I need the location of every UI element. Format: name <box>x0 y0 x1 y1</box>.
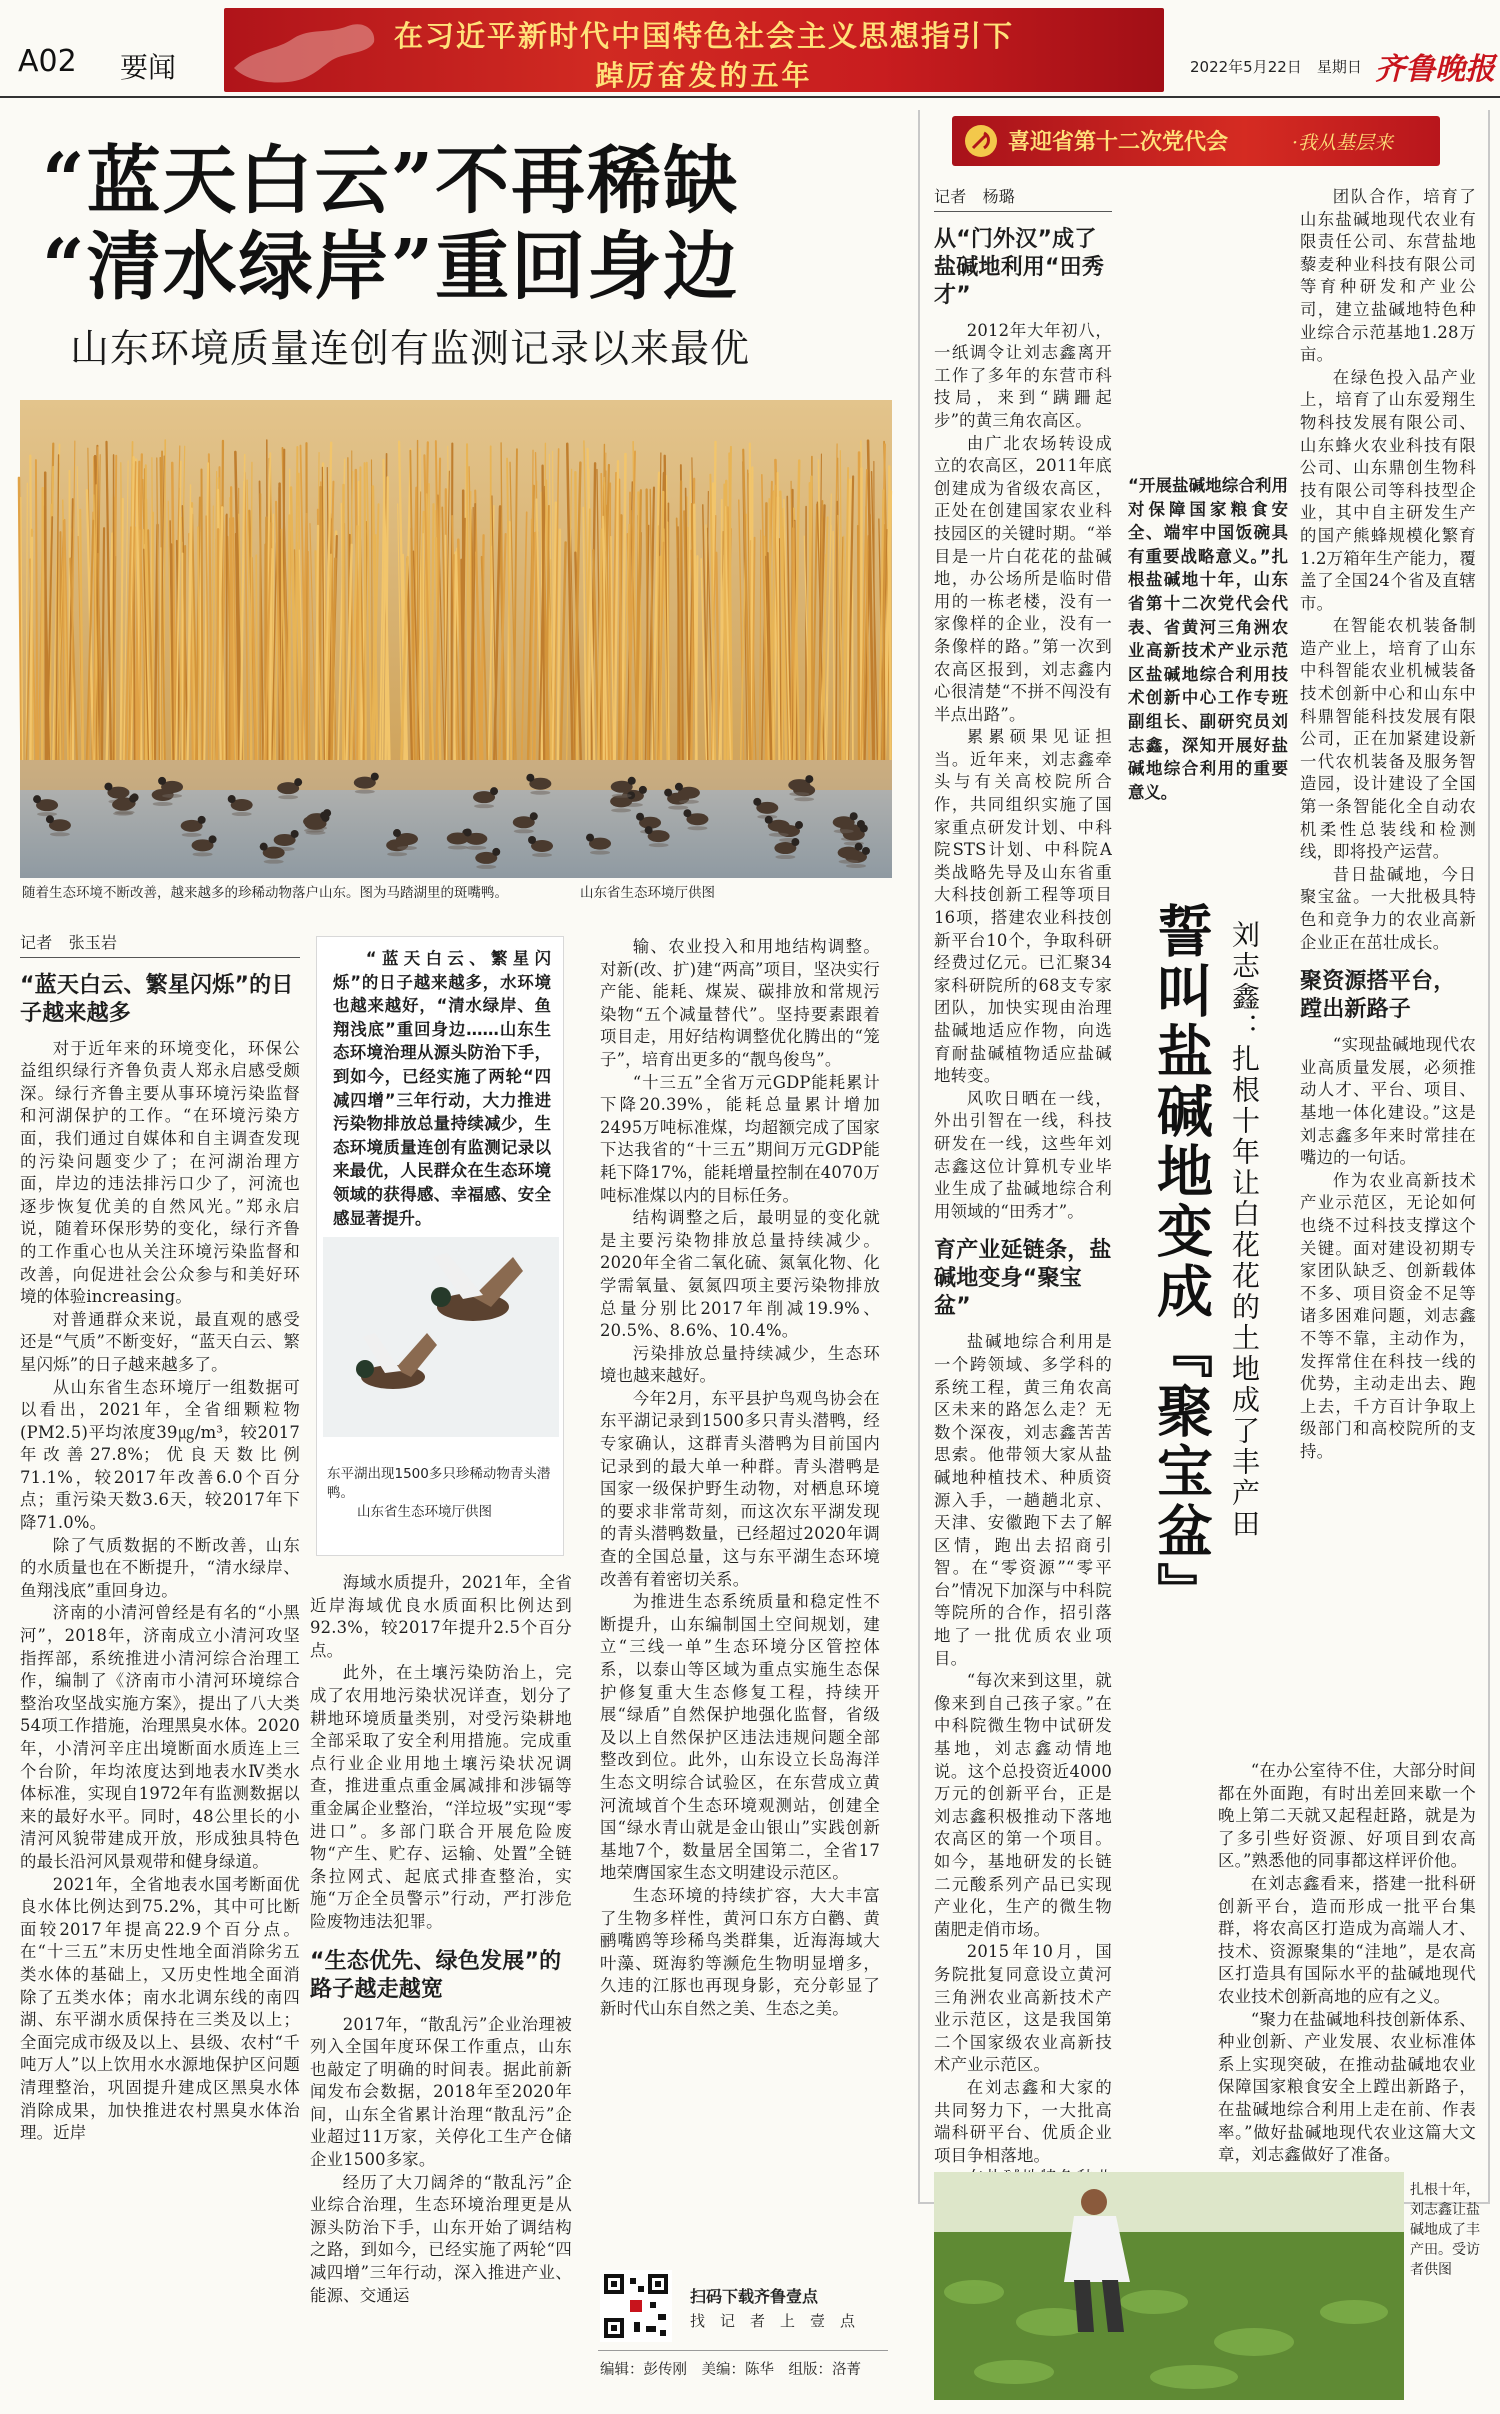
headline-line-1: “蓝天白云”不再稀缺 <box>42 138 740 224</box>
reed-stem <box>42 488 43 772</box>
paragraph: 海域水质提升，2021年，全省近岸海域优良水质面积比例达到92.3%，较2017年提升2.5个百分点。 <box>310 1573 572 1660</box>
lead-column-3 <box>600 936 880 2232</box>
reed-lake-image <box>20 400 892 878</box>
subhead: 山东环境质量连创有监测记录以来最优 <box>70 327 751 372</box>
paragraph: 2021年，全省地表水国考断面优良水体比例达到75.2%，其中可比断面较2017年提高22.9个百分点。在“十三五”末历史性地全面消除劣五类水体的基础上，又历史性地全面消除了五类水体；南水北调东线的南四湖、东平湖水质保持在三类及以上；全面完成市级及以上、县级、农村“千吨万人”以上饮用水水源地保护区问题清理整治，巩固提升建成区黑臭水体消除成果，加快推进农村黑臭水体治理。近岸 <box>20 1874 300 2143</box>
party-emblem-icon <box>964 124 998 158</box>
masthead-rule <box>0 96 1500 98</box>
feature-byline: 记者 杨璐 <box>934 186 1112 212</box>
shandong-map-icon <box>224 8 384 92</box>
paragraph: “在办公室待不住，大部分时间都在外面跑，有时出差回来歇一个晚上第二天就又起程赶路，就是为了多引些好资源、好项目到农高区。”熟悉他的同事都这样评价他。 <box>1218 1761 1476 1871</box>
section-name: 要闻 <box>120 51 177 84</box>
paragraph: 经历了大刀阔斧的“散乱污”企业综合治理，生态环境治理更是从源头防治下手，山东开始了调结构之路，到如今，已经实施了两轮“四减四增”三年行动，深入推进产业、能源、交通运 <box>310 2172 572 2305</box>
feature-column-b <box>1300 186 1476 1746</box>
summary-box <box>316 936 564 1556</box>
banner-line-2: 踔厉奋发的五年 <box>595 59 813 92</box>
feature-subhead-vertical: 刘志鑫：扎根十年让白花花的土地成了丰产田 <box>1228 920 1261 1540</box>
field-photo <box>934 2172 1404 2400</box>
paragraph: 生态环境的持续扩容，大大丰富了生物多样性，黄河口东方白鹳、黄鹂嘴鸥等珍稀鸟类群集，近海海域大叶藻、斑海豹等濒危生物明显增多，久违的江豚也再现身影，充分彰显了新时代山东自然之美、生态之美。 <box>600 1885 880 2018</box>
reed-stem <box>423 534 424 772</box>
paragraph: 此外，在土壤污染防治上，完成了农用地污染状况详查，划分了耕地环境质量类别，对受污染耕地全部采取了安全利用措施。完成重点行业企业用地土壤污染状况调查，推进重点重金属减排和涉镉等重金属企业整治，“洋垃圾”实现“零进口”。多部门联合开展危险废物“产生、贮存、运输、处置”全链条拉网式、起底式排查整治，实施“万企全员警示”行动，严打涉危险废物违法犯罪。 <box>310 1663 572 1931</box>
paragraph: 团队合作，培育了山东盐碱地现代农业有限责任公司、东营盐地藜麦种业科技有限公司等育种研发和产业公司，建立盐碱地特色种业综合示范基地1.28万亩。 <box>1300 187 1476 365</box>
qr-download-text: 扫码下载齐鲁壹点 <box>690 2287 819 2306</box>
reed-stem <box>217 529 218 772</box>
summary-text: “蓝天白云、繁星闪烁”的日子越来越多，水环境也越来越好，“清水绿岸、鱼翔浅底”重回身边……山东生态环境治理从源头防治下手，到如今，已经实施了两轮“四减四增”三年行动，大力推进污染物排放总量持续减少，生态环境质量连创有监测记录以来最优，人民群众在生态环境领域的获得感、幸福感、安全感显著提升。 <box>333 949 551 1228</box>
footer-rule <box>598 2350 888 2351</box>
issue-date <box>1190 56 1362 77</box>
main-photo <box>20 400 892 878</box>
date-text: 2022年5月22日 <box>1190 58 1302 76</box>
reed-stem <box>454 552 455 772</box>
field-photo-caption: 扎根十年，刘志鑫让盐碱地成了丰产田。受访者供图 <box>1410 2182 1480 2278</box>
paragraph: 结构调整之后，最明显的变化就是主要污染物排放总量持续减少。2020年全省二氧化硫、氮氧化物、化学需氧量、氨氮四项主要污染物排放总量分别比2017年削减19.9%、20.5%、8.6%、10.4%。 <box>600 1208 880 1341</box>
section-title-platform: 聚资源搭平台，蹚出新路子 <box>1300 969 1456 1023</box>
paragraph: “实现盐碱地现代农业高质量发展，必须推动人才、平台、项目、基地一体化建设。”这是刘志鑫多年来时常挂在嘴边的一句话。 <box>1300 1035 1476 1168</box>
feature-column-a <box>934 186 1112 2176</box>
paragraph: 对于近年来的环境变化，环保公益组织绿行齐鲁负责人郑永启感受颇深。绿行齐鲁主要从事环境污染监督和河湖保护的工作。“在环境污染方面，我们通过自媒体和自主调查发现的污染问题变少了；在河湖治理方面，岸边的违法排污口少了，河流也逐步恢复优美的自然风光。”郑永启说，随着环保形势的变化，绿行齐鲁的工作重心也从关注环境污染监督和改善，向促进社会公众参与和美好环境的体验increasing。 <box>20 1038 300 1307</box>
paragraph: “十三五”全省万元GDP能耗累计下降20.39%，能耗总量累计增加2495万吨标准煤，均超额完成了国家下达我省的“十三五”期间万元GDP能耗下降17%，能耗增量控制在4070万吨标准煤以内的目标任务。 <box>600 1072 880 1205</box>
reed-stem <box>201 470 202 772</box>
duck-photo-credit: 山东省生态环境厅供图 <box>357 1504 492 1520</box>
feature-column-c <box>1218 1760 1476 2165</box>
lead-byline: 记者 张玉岩 <box>20 932 300 958</box>
masthead <box>0 0 1500 98</box>
paragraph: 污染排放总量持续减少，生态环境也越来越好。 <box>600 1343 880 1386</box>
reed-stem <box>306 443 307 772</box>
paragraph: 在智能农机装备制造产业上，培育了山东中科智能农业机械装备技术创新中心和山东中科鼎智能科技发展有限公司，正在加紧建设新一代农机装备及服务智造园，设计建设了全国第一条智能化全自动农机柔性总装线和检测线，即将投产运营。 <box>1300 616 1476 862</box>
reed-stem <box>365 463 366 772</box>
feature-intro-text: “开展盐碱地综合利用对保障国家粮食安全、端牢中国饭碗具有重要战略意义。”扎根盐碱地十年，山东省第十二次党代会代表、省黄河三角洲农业高新技术产业示范区盐碱地综合利用技术创新中心工作专班副组长、副研究员刘志鑫，深知开展好盐碱地综合利用的重要意义。 <box>1128 476 1288 802</box>
paragraph: 2017年，“散乱污”企业治理被列入全国年度环保工作重点，山东也敲定了明确的时间表。据此前新闻发布会数据，2018年至2020年间，山东全省累计治理“散乱污”企业超过11万家，关停化工生产仓储企业1500多家。 <box>310 2014 572 2170</box>
paragraph: 累累硕果见证担当。近年来，刘志鑫牵头与有关高校院所合作，共同组织实施了国家重点研发计划、中科院STS计划、中科院A类战略先导及山东省重大科技创新工程等项目16项，搭建农业科技创新平台10个，争取科研经费过亿元。已汇聚34家科研院所的68支专家团队，加快实现由治理盐碱地适应作物，向选育耐盐碱植物适应盐碱地转变。 <box>934 727 1112 1086</box>
reed-stem <box>451 444 452 772</box>
paragraph: 输、农业投入和用地结构调整。对新(改、扩)建“两高”项目，坚决实行产能、能耗、煤炭、碳排放和常规污染物“五个减量替代”。坚持要素跟着项目走，用好结构调整优化腾出的“笼子”，培育出更多的“靓鸟俊鸟”。 <box>600 937 880 1069</box>
paragraph: 除了气质数据的不断改善，山东的水质量也在不断提升，“清水绿岸、鱼翔浅底”重回身边。 <box>20 1535 300 1600</box>
paragraph: “每次来到这里，就像来到自己孩子家。”在中科院微生物中试研发基地，刘志鑫动情地说。这个总投资近4000万元的创新平台，正是刘志鑫积极推动下落地农高区的第一个项目。如今，基地研发的长链二元酸系列产品已实现产业化，生产的微生物菌肥走俏市场。 <box>934 1671 1112 1939</box>
reed-stem <box>782 509 783 772</box>
paragraph: 2012年大年初八，一纸调令让刘志鑫离开工作了多年的东营市科技局，来到“蹒跚起步”的黄三角农高区。 <box>934 320 1112 430</box>
lead-column-2 <box>310 1572 572 2400</box>
paper-logo: 齐鲁晚报 <box>1375 52 1495 87</box>
weekday-text: 星期日 <box>1316 58 1362 76</box>
lead-column-1 <box>20 932 300 2400</box>
page-number: A02 <box>18 44 77 79</box>
reed-stem <box>858 526 859 772</box>
feature-headline-vertical: 誓叫盐碱地变成『聚宝盆』 <box>1148 902 1213 1622</box>
party-congress-banner <box>952 116 1440 166</box>
banner-tag: ·我从基层来 <box>1292 132 1394 154</box>
reed-stem <box>184 546 185 772</box>
paragraph: 在刘志鑫和大家的共同努力下，一大批高端科研平台、优质企业项目争相落地。 <box>934 2077 1112 2165</box>
paragraph: 今年2月，东平县护鸟观鸟协会在东平湖记录到1500多只青头潜鸭，经专家确认，这群青头潜鸭为目前国内记录到的最大单一种群。青头潜鸭是国家一级保护野生动物，对栖息环境的要求非常苛刻，而这次东平湖发现的青头潜鸭数量，已经超过2020年调查的全国总量，这与东平湖生态环境改善有着密切关系。 <box>600 1388 880 1589</box>
duck-photo-caption: 东平湖出现1500多只珍稀动物青头潜鸭。 <box>327 1466 551 1501</box>
reed-stem <box>889 466 890 772</box>
main-photo-credit: 山东省生态环境厅供图 <box>580 885 715 901</box>
section-title-field-scholar: 从“门外汉”成了盐碱地利用“田秀才” <box>934 226 1105 308</box>
paragraph: 为推进生态系统质量和稳定性不断提升，山东编制国土空间规划，建立“三线一单”生态环境分区管控体系，以泰山等区域为重点实施生态保护修复重大生态修复工程，持续开展“绿盾”自然保护地强化监督，省级及以上自然保护区违法违规问题全部整改到位。此外，山东设立长岛海洋生态文明综合试验区，在东营成立黄河流域首个生态环境观测站，创建全国“绿水青山就是金山银山”实践创新基地7个，数量居全国第二，全省17地荣膺国家生态文明建设示范区。 <box>600 1592 880 1883</box>
editor-credits: 编辑：彭传刚 美编：陈华 组版：洛菁 <box>600 2362 861 2378</box>
paragraph: 在绿色投入品产业上，培育了山东爱翔生物科技发展有限公司、山东蜂火农业科技有限公司、山东鼎创生物科技有限公司等科技型企业，其中自主研发生产的国产熊蜂规模化繁育1.2万箱年生产能力，覆盖了全国24个省及直辖市。 <box>1300 367 1476 613</box>
section-title-treasure-bowl: 育产业延链条，盐碱地变身“聚宝盆” <box>934 1238 1112 1320</box>
paragraph: 盐碱地综合利用是一个跨领域、多学科的系统工程，黄三角农高区未来的路怎么走？无数个深夜，刘志鑫苦苦思索。他带领大家从盐碱地种植技术、种质资源入手，一趟趟北京、天津、安徽跑下去了解区情，跑出去招商引智。在“零资源”“零平台”情况下加深与中科院等院所的合作，招引落地了一批优质农业项目。 <box>934 1332 1112 1668</box>
banner-title: 喜迎省第十二次党代会 <box>1008 130 1229 155</box>
flying-ducks-image <box>323 1237 559 1437</box>
section-title-blue-sky: “蓝天白云、繁星闪烁”的日子越来越多 <box>20 972 294 1026</box>
qr-code-icon[interactable] <box>600 2270 672 2342</box>
paragraph: 昔日盐碱地，今日聚宝盆。一大批极具特色和竞争力的农业高新企业正在茁壮成长。 <box>1300 864 1476 952</box>
paragraph: 由广北农场转设成立的农高区，2011年底创建成为省级农高区，正处在创建国家农业科技园区的关键时期。“举目是一片白花花的盐碱地，办公场所是临时借用的一栋老楼，没有一家像样的企业，没有一条像样的路。”第一次到农高区报到，刘志鑫内心很清楚“不拼不闯没有半点出路”。 <box>934 433 1112 724</box>
reed-stem <box>874 461 875 772</box>
reed-stem <box>359 467 360 772</box>
paragraph: “聚力在盐碱地科技创新体系、种业创新、产业发展、农业标准体系上实现突破，在推动盐碱地农业保障国家粮食安全上蹚出新路子，在盐碱地综合利用上走在前、作表率。”做好盐碱地现代农业这篇大文章，刘志鑫做好了准备。 <box>1218 2009 1476 2165</box>
paragraph: 从山东省生态环境厅一组数据可以看出，2021年，全省细颗粒物(PM2.5)平均浓度39㎍/m³，较2017年改善27.8%；优良天数比例71.1%，较2017年改善6.0个百分点；重污染天数3.6天，较2017年下降71.0%。 <box>20 1377 300 1533</box>
paragraph: 对普通群众来说，最直观的感受还是“气质”不断变好，“蓝天白云、繁星闪烁”的日子越来越多了。 <box>20 1309 300 1374</box>
paragraph: 济南的小清河曾经是有名的“小黑河”，2018年，济南成立小清河攻坚指挥部，系统推进小清河综合治理工作，编制了《济南市小清河环境综合整治攻坚战实施方案》，提出了八大类54项工作措施，治理黑臭水体。2020年，小清河辛庄出境断面水质连上三个台阶，年均浓度达到地表水Ⅳ类水体标准，实现自1972年有监测数据以来的最好水平。同时，48公里长的小清河风貌带建成开放，形成独具特色的最长沿河风景观带和健身绿道。 <box>20 1603 300 1871</box>
section-title-green-development: “生态优先、绿色发展”的路子越走越宽 <box>310 1948 562 2002</box>
main-photo-caption: 随着生态环境不断改善，越来越多的珍稀动物落户山东。图为马踏湖里的斑嘴鸭。 <box>22 885 508 901</box>
paragraph: 在刘志鑫看来，搭建一批科研创新平台，造而形成一批平台集群，将农高区打造成为高端人才、技术、资源聚集的“洼地”，是农高区打造具有国际水平的盐碱地现代农业技术创新高地的应有之义。 <box>1218 1873 1476 2006</box>
headline-line-2: “清水绿岸”重回身边 <box>42 224 740 310</box>
feature-intro-box <box>1128 474 1288 874</box>
paragraph: 作为农业高新技术产业示范区，无论如何也绕不过科技支撑这个关键。面对建设初期专家团队缺乏、创新载体不多、项目资金不足等诸多困难问题，刘志鑫不等不靠，主动作为，发挥常住在科技一线的优势，主动走出去、跑上去，千方百计争取上级部门和高校院所的支持。 <box>1300 1170 1476 1461</box>
banner-line-1: 在习近平新时代中国特色社会主义思想指引下 <box>394 19 1015 53</box>
paragraph: 风吹日晒在一线，外出引智在一线，科技研发在一线，这些年刘志鑫这位计算机专业毕业生成了盐碱地综合利用领域的“田秀才”。 <box>934 1088 1112 1221</box>
paragraph: 2015年10月，国务院批复同意设立黄河三角洲农业高新技术产业示范区，这是我国第二个国家级农业高新技术产业示范区。 <box>934 1942 1112 2075</box>
qr-contact-text: 找 记 者 上 壹 点 <box>690 2312 856 2330</box>
theme-banner <box>224 8 1164 92</box>
